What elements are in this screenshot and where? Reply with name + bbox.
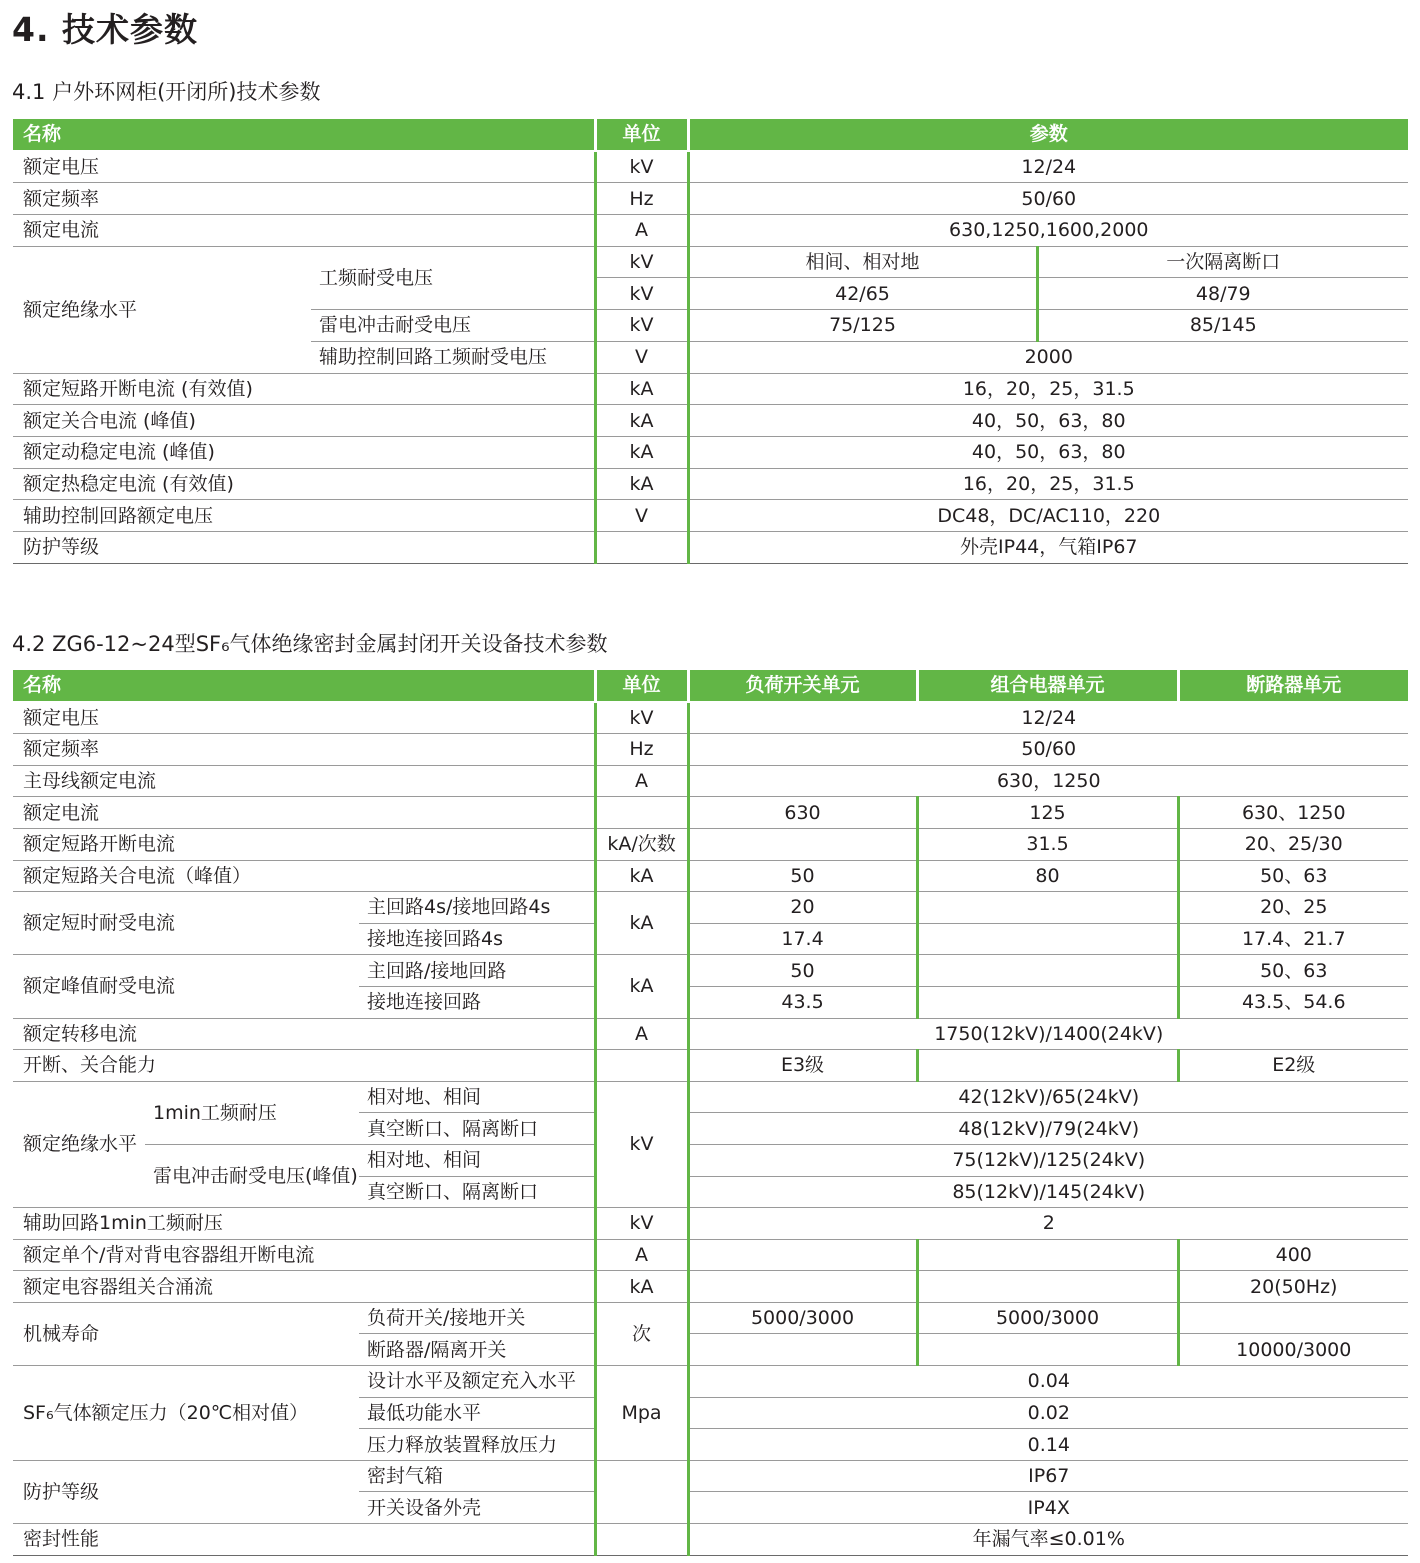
row-unit: kA (595, 373, 688, 405)
row-name: 辅助回路1min工频耐压 (13, 1208, 595, 1240)
row-unit: A (595, 1239, 688, 1271)
row-name: 额定电流 (13, 797, 595, 829)
row-unit: A (595, 1018, 688, 1050)
row-name: 额定短时耐受电流 (13, 892, 359, 955)
table-row (13, 1239, 1408, 1271)
row-combo-value (917, 923, 1178, 955)
row-name: 额定绝缘水平 (13, 1081, 145, 1207)
row-sub-name: 主回路/接地回路 (359, 955, 595, 987)
row-name: 主母线额定电流 (13, 765, 595, 797)
row-sub-name: 雷电冲击耐受电压 (311, 310, 595, 342)
row-breaker-value: 400 (1178, 1239, 1408, 1271)
header-combined-unit: 组合电器单元 (917, 670, 1178, 702)
outdoor-ring-main-unit-spec-table (13, 119, 1408, 564)
row-load-value: 20 (688, 892, 917, 924)
row-sub-name: 真空断口、隔离断口 (359, 1176, 595, 1208)
header-unit: 单位 (595, 670, 688, 702)
header-value: 参数 (688, 119, 1408, 151)
row-breaker-value: 50、63 (1178, 955, 1408, 987)
table-row (13, 797, 1408, 829)
row-load-value: 17.4 (688, 923, 917, 955)
row-sub-name: 真空断口、隔离断口 (359, 1113, 595, 1145)
table-row (13, 734, 1408, 766)
row-breaker-value: 17.4、21.7 (1178, 923, 1408, 955)
row-value: 12/24 (688, 702, 1408, 734)
row-breaker-value: 43.5、54.6 (1178, 986, 1408, 1018)
row-unit: 次 (595, 1302, 688, 1365)
row-unit: kV (595, 1208, 688, 1240)
table-row (13, 1208, 1408, 1240)
table-row (13, 405, 1408, 437)
row-combo-value (917, 1271, 1178, 1303)
row-name: 额定单个/背对背电容器组开断电流 (13, 1239, 595, 1271)
row-group-name: 雷电冲击耐受电压(峰值) (145, 1144, 359, 1207)
row-name: SF₆气体额定压力（20℃相对值） (13, 1366, 359, 1461)
row-name: 防护等级 (13, 531, 595, 563)
row-breaker-value: 20、25/30 (1178, 828, 1408, 860)
table-row (13, 702, 1408, 734)
row-unit (595, 1460, 688, 1523)
row-value: 2 (688, 1208, 1408, 1240)
row-value: 16，20，25，31.5 (688, 373, 1408, 405)
table-row (13, 215, 1408, 247)
row-unit: V (595, 500, 688, 532)
header-breaker-unit: 断路器单元 (1178, 670, 1408, 702)
row-unit: kA/次数 (595, 828, 688, 860)
row-breaker-value: 630、1250 (1178, 797, 1408, 829)
row-name: 额定电压 (13, 151, 595, 183)
row-value: 2000 (688, 341, 1408, 373)
row-value: DC48，DC/AC110，220 (688, 500, 1408, 532)
table-header-row (13, 670, 1408, 702)
row-unit: kA (595, 436, 688, 468)
row-unit: kA (595, 892, 688, 955)
row-unit: kA (595, 405, 688, 437)
row-name: 额定动稳定电流 (峰值) (13, 436, 595, 468)
row-name: 防护等级 (13, 1460, 359, 1523)
row-combo-value: 31.5 (917, 828, 1178, 860)
sf6-switchgear-spec-table (13, 670, 1408, 1556)
row-value: 40，50，63，80 (688, 436, 1408, 468)
row-unit: kV (595, 278, 688, 310)
row-unit: A (595, 215, 688, 247)
row-unit: A (595, 765, 688, 797)
table-row (13, 892, 1408, 924)
row-combo-value: 5000/3000 (917, 1302, 1178, 1334)
row-unit: kA (595, 1271, 688, 1303)
row-name: 额定转移电流 (13, 1018, 595, 1050)
row-load-value: E3级 (688, 1050, 917, 1082)
row-name: 额定电压 (13, 702, 595, 734)
row-value: 48/79 (1037, 278, 1408, 310)
row-sub-name: 接地连接回路 (359, 986, 595, 1018)
row-value: 85(12kV)/145(24kV) (688, 1176, 1408, 1208)
row-name: 额定关合电流 (峰值) (13, 405, 595, 437)
row-unit: kV (595, 1081, 688, 1207)
row-breaker-value (1178, 1302, 1408, 1334)
row-value: 48(12kV)/79(24kV) (688, 1113, 1408, 1145)
row-value: 相间、相对地 (688, 246, 1037, 278)
row-unit: kV (595, 151, 688, 183)
table-row (13, 1144, 1408, 1176)
row-value: 12/24 (688, 151, 1408, 183)
row-value: 一次隔离断口 (1037, 246, 1408, 278)
row-name: 额定短路开断电流 (有效值) (13, 373, 595, 405)
row-name: 额定频率 (13, 183, 595, 215)
row-load-value (688, 1334, 917, 1366)
row-name: 额定短路开断电流 (13, 828, 595, 860)
row-load-value (688, 828, 917, 860)
table-row (13, 500, 1408, 532)
row-sub-name: 相对地、相间 (359, 1144, 595, 1176)
row-name: 额定频率 (13, 734, 595, 766)
row-value: 630，1250 (688, 765, 1408, 797)
row-name: 额定电流 (13, 215, 595, 247)
row-value: 50/60 (688, 183, 1408, 215)
row-combo-value (917, 955, 1178, 987)
row-breaker-value: 50、63 (1178, 860, 1408, 892)
row-unit: kA (595, 468, 688, 500)
row-unit: kV (595, 246, 688, 278)
row-value: 年漏气率≤0.01% (688, 1524, 1408, 1556)
row-unit: V (595, 341, 688, 373)
table-row (13, 1366, 1408, 1398)
row-value: 75/125 (688, 310, 1037, 342)
table-header-row (13, 119, 1408, 151)
row-sub-name: 主回路4s/接地回路4s (359, 892, 595, 924)
page-title: 4. 技术参数 (12, 10, 198, 49)
table-row (13, 955, 1408, 987)
row-load-value (688, 1239, 917, 1271)
row-value: IP4X (688, 1492, 1408, 1524)
row-value: 42/65 (688, 278, 1037, 310)
row-name: 开断、关合能力 (13, 1050, 595, 1082)
row-load-value: 5000/3000 (688, 1302, 917, 1334)
row-sub-name: 开关设备外壳 (359, 1492, 595, 1524)
row-load-value: 50 (688, 860, 917, 892)
row-value: 50/60 (688, 734, 1408, 766)
table-row (13, 151, 1408, 183)
table-row (13, 531, 1408, 563)
row-group-name: 1min工频耐压 (145, 1081, 359, 1144)
table-row (13, 468, 1408, 500)
table-row (13, 828, 1408, 860)
table-row (13, 1302, 1408, 1334)
row-breaker-value: 20、25 (1178, 892, 1408, 924)
row-unit (595, 1524, 688, 1556)
row-sub-name: 辅助控制回路工频耐受电压 (311, 341, 595, 373)
table-row (13, 373, 1408, 405)
row-unit: kV (595, 310, 688, 342)
header-unit: 单位 (595, 119, 688, 151)
row-combo-value (917, 986, 1178, 1018)
row-value: 42(12kV)/65(24kV) (688, 1081, 1408, 1113)
row-load-value (688, 1271, 917, 1303)
row-name: 机械寿命 (13, 1302, 359, 1365)
row-combo-value: 80 (917, 860, 1178, 892)
row-name: 额定峰值耐受电流 (13, 955, 359, 1018)
row-value: 外壳IP44，气箱IP67 (688, 531, 1408, 563)
row-name: 额定短路关合电流（峰值） (13, 860, 595, 892)
header-load-switch-unit: 负荷开关单元 (688, 670, 917, 702)
row-value: 1750(12kV)/1400(24kV) (688, 1018, 1408, 1050)
row-name: 额定热稳定电流 (有效值) (13, 468, 595, 500)
row-unit (595, 1050, 688, 1082)
row-unit: Mpa (595, 1366, 688, 1461)
row-sub-name: 相对地、相间 (359, 1081, 595, 1113)
row-name: 密封性能 (13, 1524, 595, 1556)
row-sub-name: 最低功能水平 (359, 1397, 595, 1429)
row-value: 85/145 (1037, 310, 1408, 342)
row-unit: Hz (595, 183, 688, 215)
row-name: 辅助控制回路额定电压 (13, 500, 595, 532)
row-combo-value (917, 1239, 1178, 1271)
table-row (13, 1018, 1408, 1050)
row-sub-name: 断路器/隔离开关 (359, 1334, 595, 1366)
row-unit (595, 797, 688, 829)
row-load-value: 50 (688, 955, 917, 987)
table-row (13, 1081, 1408, 1113)
row-sub-name: 密封气箱 (359, 1460, 595, 1492)
row-value: 16，20，25，31.5 (688, 468, 1408, 500)
row-unit: kA (595, 955, 688, 1018)
table-row (13, 246, 1408, 278)
row-value: 0.14 (688, 1429, 1408, 1461)
table-row (13, 1460, 1408, 1492)
table-row (13, 1271, 1408, 1303)
section-4-1-heading: 4.1 户外环网柜(开闭所)技术参数 (12, 80, 321, 104)
row-breaker-value: 10000/3000 (1178, 1334, 1408, 1366)
row-value: 0.02 (688, 1397, 1408, 1429)
row-sub-name: 工频耐受电压 (311, 246, 595, 309)
row-sub-name: 压力释放装置释放压力 (359, 1429, 595, 1461)
row-name: 额定电容器组关合涌流 (13, 1271, 595, 1303)
header-name: 名称 (13, 670, 595, 702)
section-4-2-heading: 4.2 ZG6-12~24型SF₆气体绝缘密封金属封闭开关设备技术参数 (12, 632, 608, 656)
row-unit (595, 531, 688, 563)
header-name: 名称 (13, 119, 595, 151)
row-breaker-value: E2级 (1178, 1050, 1408, 1082)
row-combo-value (917, 892, 1178, 924)
row-breaker-value: 20(50Hz) (1178, 1271, 1408, 1303)
row-unit: kV (595, 702, 688, 734)
row-load-value: 630 (688, 797, 917, 829)
row-sub-name: 负荷开关/接地开关 (359, 1302, 595, 1334)
table-row (13, 1050, 1408, 1082)
row-combo-value (917, 1334, 1178, 1366)
table-row (13, 860, 1408, 892)
row-value: 630,1250,1600,2000 (688, 215, 1408, 247)
row-unit: Hz (595, 734, 688, 766)
table-row (13, 436, 1408, 468)
row-value: IP67 (688, 1460, 1408, 1492)
table-row (13, 1524, 1408, 1556)
table-row (13, 765, 1408, 797)
row-value: 40，50，63，80 (688, 405, 1408, 437)
row-combo-value (917, 1050, 1178, 1082)
row-combo-value: 125 (917, 797, 1178, 829)
row-value: 75(12kV)/125(24kV) (688, 1144, 1408, 1176)
row-sub-name: 设计水平及额定充入水平 (359, 1366, 595, 1398)
row-unit: kA (595, 860, 688, 892)
table-row (13, 183, 1408, 215)
row-name: 额定绝缘水平 (13, 246, 311, 373)
row-sub-name: 接地连接回路4s (359, 923, 595, 955)
row-load-value: 43.5 (688, 986, 917, 1018)
row-value: 0.04 (688, 1366, 1408, 1398)
